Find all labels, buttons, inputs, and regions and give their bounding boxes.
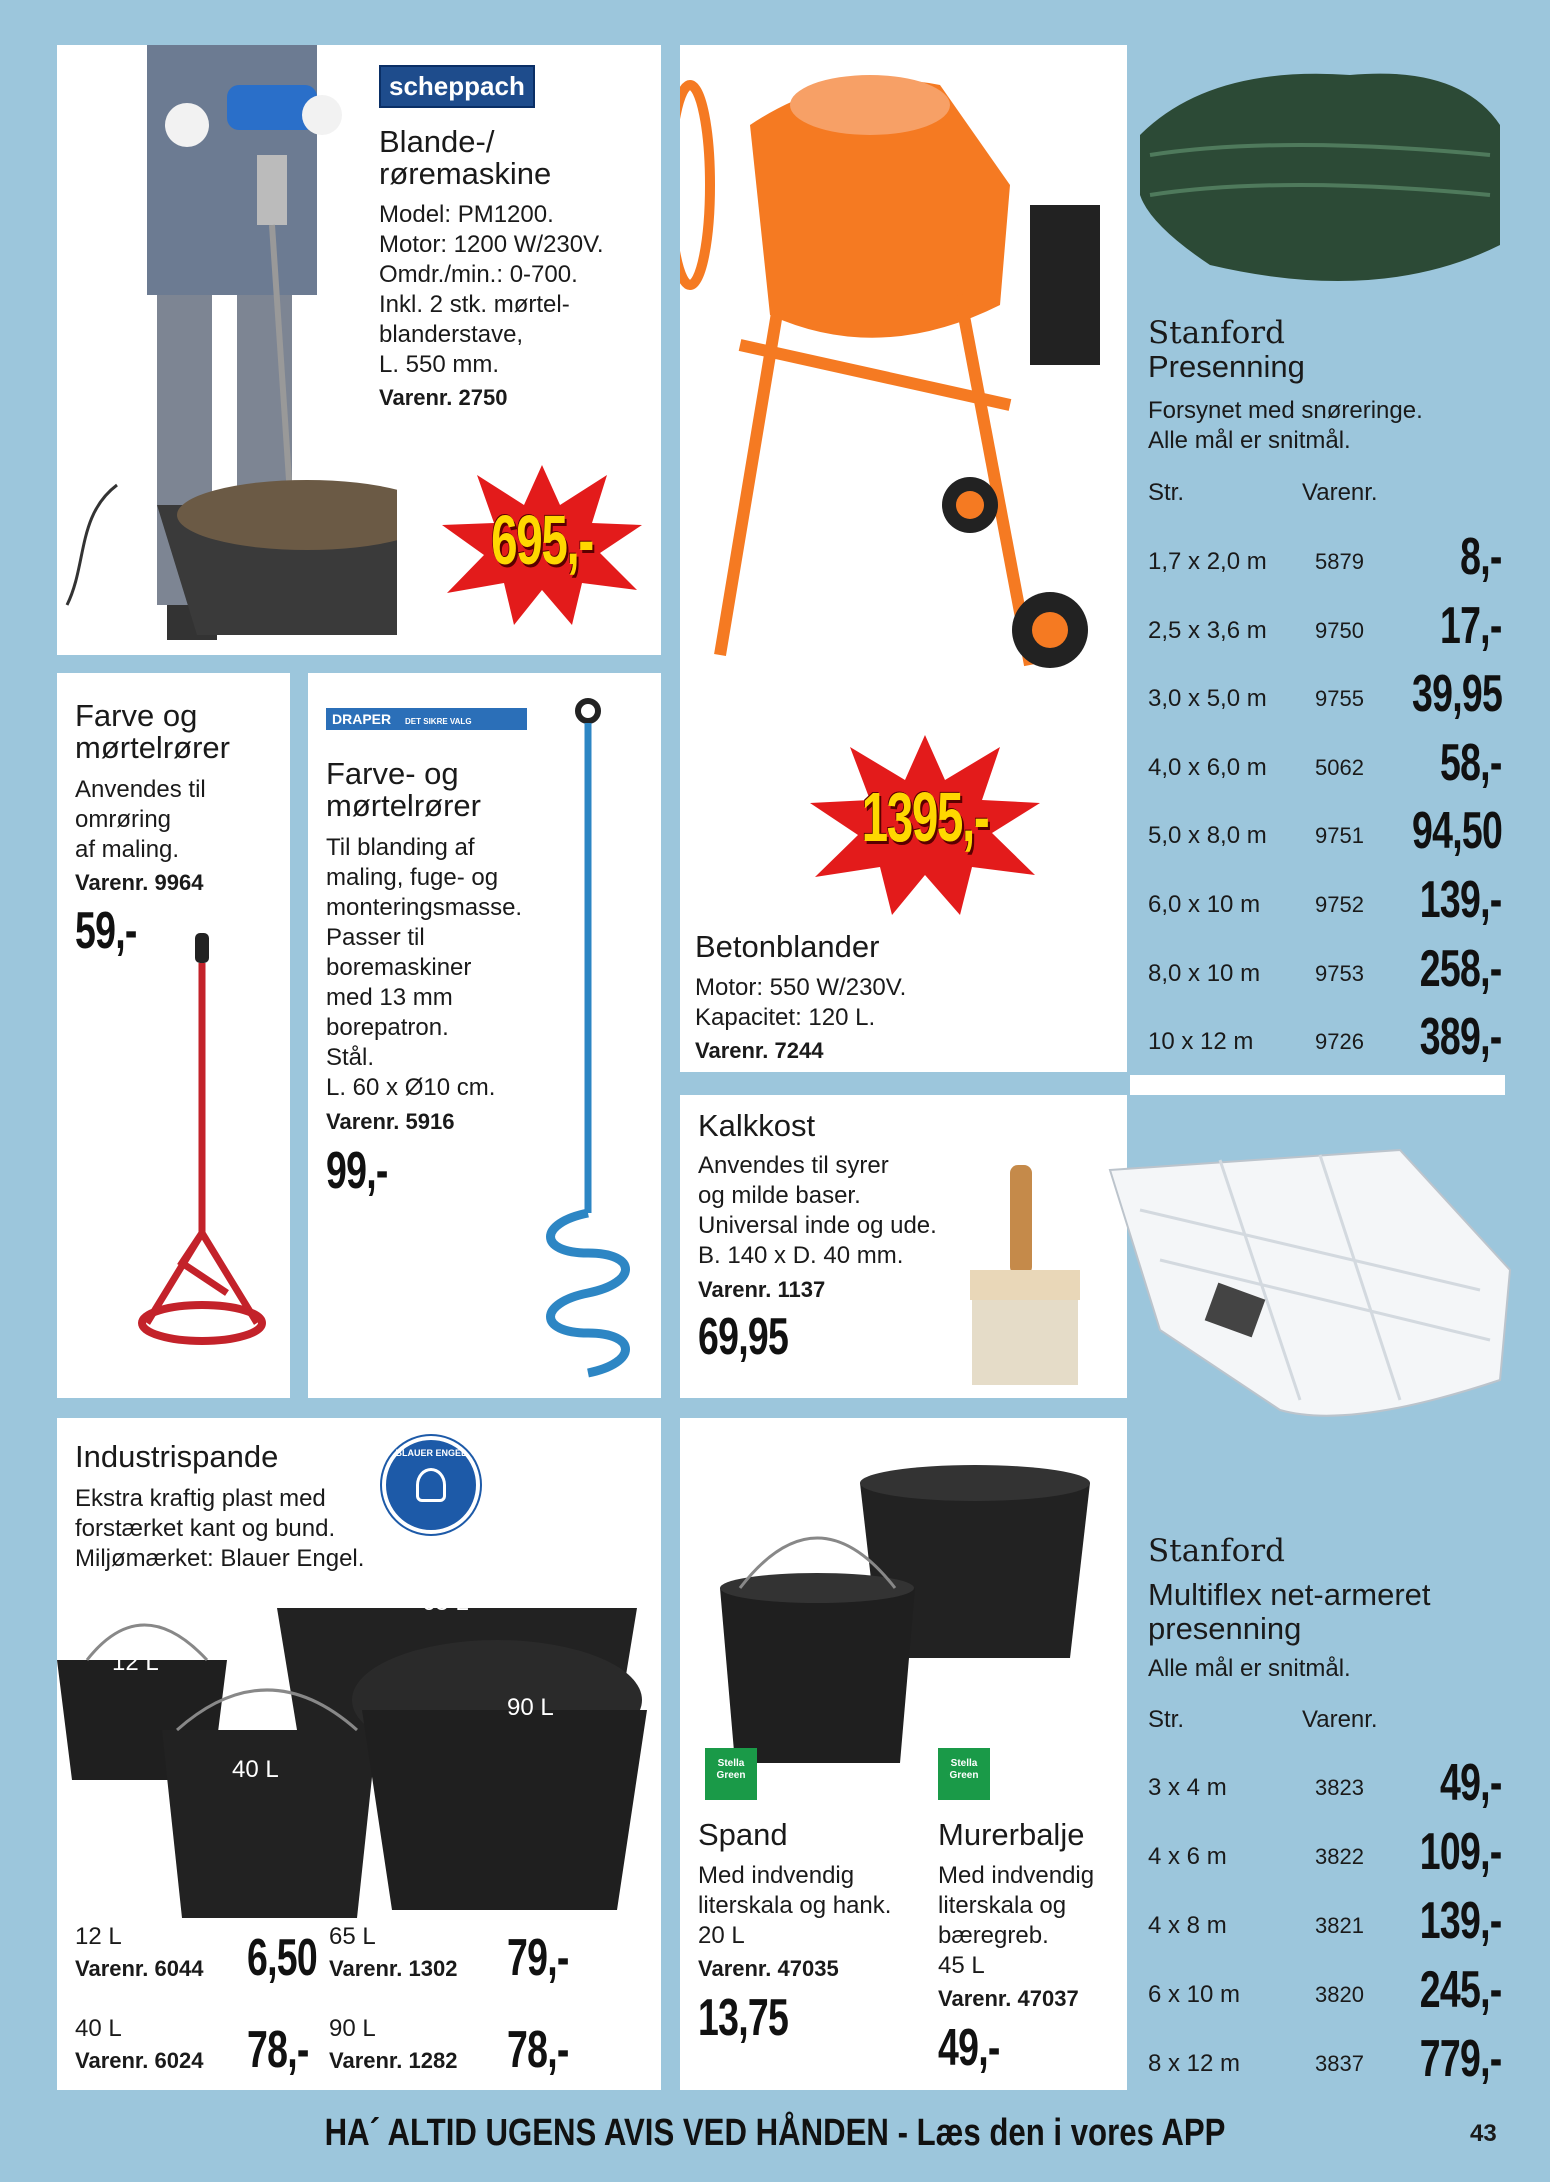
buckets-desc: forstærket kant og bund. xyxy=(75,1515,336,1542)
tarp-desc: Alle mål er snitmål. xyxy=(1148,427,1351,454)
stirrer1-title-line2: mørtelrører xyxy=(75,730,230,765)
bucket-item-price: 6,50 xyxy=(247,1929,317,1987)
buckets-illustration xyxy=(57,1590,661,1940)
buckets-desc: Ekstra kraftig plast med xyxy=(75,1485,326,1512)
multiflex-title-line1: Multiflex net-armeret xyxy=(1148,1577,1431,1612)
mixer-title-line2: røremaskine xyxy=(379,156,552,191)
stirrer2-desc: L. 60 x Ø10 cm. xyxy=(326,1074,496,1101)
stirrer2-desc: Stål. xyxy=(326,1044,375,1071)
tarp-desc: Forsynet med snøreringe. xyxy=(1148,397,1423,424)
multiflex-row-price: 779,- xyxy=(1420,2030,1502,2088)
spand-title: Spand xyxy=(698,1817,788,1852)
bucket-label-90: 90 L xyxy=(507,1694,554,1721)
mixer-illustration xyxy=(57,45,397,655)
concrete-price: 1395,- xyxy=(861,778,989,856)
spand-desc: Med indvendig xyxy=(698,1862,855,1889)
spand-varenr: Varenr. 47035 xyxy=(698,1956,839,1981)
multiflex-row-size: 8 x 12 m xyxy=(1148,2050,1241,2077)
tarp-title: Presenning xyxy=(1148,349,1305,384)
tarp-row-size: 8,0 x 10 m xyxy=(1148,959,1261,987)
brush-price: 69,95 xyxy=(698,1308,789,1366)
stirrer2-desc: Passer til xyxy=(326,924,425,951)
mixer-varenr: Varenr. 2750 xyxy=(379,385,508,410)
mixer-spec: Inkl. 2 stk. mørtel- xyxy=(379,291,570,318)
stirrer1-title-line1: Farve og xyxy=(75,698,198,733)
spand-balje-panel xyxy=(680,1418,1127,2090)
spand-balje-illustration xyxy=(680,1438,1127,1768)
tarp-row-price: 389,- xyxy=(1420,1008,1502,1067)
tarp-col-size: Str. xyxy=(1148,479,1185,506)
stirrer1-panel xyxy=(57,673,290,1398)
stirrer2-price: 99,- xyxy=(326,1142,388,1200)
multiflex-row-varenr: 3822 xyxy=(1315,1844,1364,1869)
scheppach-logo: scheppach xyxy=(379,65,535,108)
draper-logo xyxy=(326,708,527,730)
concrete-mixer-illustration xyxy=(680,45,1127,685)
draper-tag: DET SIKRE VALG xyxy=(405,717,472,726)
concrete-varenr: Varenr. 7244 xyxy=(695,1038,824,1063)
tarp-row-price: 94,50 xyxy=(1411,802,1502,861)
bucket-item-varenr: Varenr. 1302 xyxy=(329,1956,458,1981)
concrete-spec: Kapacitet: 120 L. xyxy=(695,1004,876,1031)
tarp-row-varenr: 9755 xyxy=(1315,686,1364,712)
stirrer2-panel xyxy=(308,673,661,1398)
tarp-row-varenr: 9726 xyxy=(1315,1029,1364,1055)
bucket-item-size: 90 L xyxy=(329,2015,376,2042)
angel-icon xyxy=(416,1468,446,1502)
bucket-item-varenr: Varenr. 1282 xyxy=(329,2048,458,2073)
multiflex-brand: Stanford xyxy=(1148,1533,1285,1569)
stirrer1-desc: af maling. xyxy=(75,836,180,863)
spand-desc: literskala og hank. xyxy=(698,1892,892,1919)
spand-price: 13,75 xyxy=(698,1989,789,2047)
red-stirrer-illustration xyxy=(127,933,277,1363)
stirrer2-desc: Til blanding af xyxy=(326,834,475,861)
stirrer2-desc: med 13 mm xyxy=(326,984,453,1011)
stirrer2-desc: boremaskiner xyxy=(326,954,472,981)
balje-stella-badge: Stella Green xyxy=(938,1748,990,1800)
multiflex-row-price: 139,- xyxy=(1420,1892,1502,1950)
brush-desc: Anvendes til syrer xyxy=(698,1152,889,1179)
tarp-row-size: 5,0 x 8,0 m xyxy=(1148,822,1267,850)
bucket-item-price: 78,- xyxy=(247,2021,309,2079)
spand-stella-badge: Stella Green xyxy=(705,1748,757,1800)
tarp-row-varenr: 5062 xyxy=(1315,754,1364,780)
mixer-spec: Model: PM1200. xyxy=(379,201,554,228)
blauer-engel-label: BLAUER ENGEL xyxy=(395,1448,467,1458)
tarp-row-varenr: 9752 xyxy=(1315,892,1364,917)
multiflex-row-size: 4 x 6 m xyxy=(1148,1843,1227,1870)
bucket-label-12: 12 L xyxy=(112,1649,159,1676)
bucket-item-price: 79,- xyxy=(507,1929,569,1987)
stirrer1-varenr: Varenr. 9964 xyxy=(75,870,204,895)
balje-desc: bæregreb. xyxy=(938,1922,1049,1949)
tarp-row-size: 2,5 x 3,6 m xyxy=(1148,616,1267,644)
multiflex-desc: Alle mål er snitmål. xyxy=(1148,1655,1351,1682)
stirrer2-desc: monteringsmasse. xyxy=(326,894,523,921)
bucket-label-65: 65 L xyxy=(422,1589,469,1616)
tarp-row-size: 6,0 x 10 m xyxy=(1148,891,1261,918)
mixer-spec: blanderstave, xyxy=(379,321,524,348)
tarp-row-price: 17,- xyxy=(1440,596,1502,655)
multiflex-row-size: 3 x 4 m xyxy=(1148,1774,1227,1801)
bucket-item-size: 40 L xyxy=(75,2015,122,2042)
stirrer2-desc: maling, fuge- og xyxy=(326,864,499,891)
page-number: 43 xyxy=(1470,2120,1497,2147)
concrete-mixer-panel xyxy=(680,45,1127,1072)
brush-title: Kalkkost xyxy=(698,1108,816,1143)
balje-varenr: Varenr. 47037 xyxy=(938,1986,1079,2011)
buckets-title: Industrispande xyxy=(75,1439,279,1474)
bucket-label-40: 40 L xyxy=(232,1756,279,1783)
mixer-price: 695,- xyxy=(491,501,593,579)
buckets-panel xyxy=(57,1418,661,2090)
multiflex-row-price: 109,- xyxy=(1420,1823,1502,1881)
stirrer2-desc: borepatron. xyxy=(326,1014,449,1041)
tarp-row-price: 258,- xyxy=(1420,939,1502,998)
mixer-spec: Motor: 1200 W/230V. xyxy=(379,231,604,258)
blue-stirrer-illustration xyxy=(528,693,648,1393)
balje-desc: Med indvendig xyxy=(938,1862,1095,1889)
tarp-row-varenr: 9753 xyxy=(1315,960,1364,986)
tarp-row-size: 10 x 12 m xyxy=(1148,1028,1254,1056)
tarp-bottom-strip xyxy=(1130,1075,1505,1095)
balje-title: Murerbalje xyxy=(938,1817,1085,1852)
brush-varenr: Varenr. 1137 xyxy=(698,1277,826,1302)
stirrer1-desc: omrøring xyxy=(75,806,172,833)
footer-banner: HA´ ALTID UGENS AVIS VED HÅNDEN - Læs den i vores APP xyxy=(324,2112,1226,2154)
tarp-row-price: 139,- xyxy=(1420,871,1502,929)
multiflex-row-size: 6 x 10 m xyxy=(1148,1981,1241,2008)
tarp-row-varenr: 9751 xyxy=(1315,823,1364,849)
stirrer2-varenr: Varenr. 5916 xyxy=(326,1109,455,1134)
tarp-row-size: 1,7 x 2,0 m xyxy=(1148,548,1267,575)
multiflex-row-varenr: 3820 xyxy=(1315,1982,1364,2007)
multiflex-row-price: 49,- xyxy=(1440,1754,1502,1812)
bucket-item-varenr: Varenr. 6044 xyxy=(75,1956,204,1981)
tarp-row-varenr: 5879 xyxy=(1315,549,1364,574)
spand-desc: 20 L xyxy=(698,1922,745,1949)
bucket-item-varenr: Varenr. 6024 xyxy=(75,2048,204,2073)
multiflex-tarp-illustration xyxy=(1100,1130,1520,1430)
concrete-spec: Motor: 550 W/230V. xyxy=(695,974,907,1001)
brush-desc: og milde baser. xyxy=(698,1182,861,1209)
stirrer1-price: 59,- xyxy=(75,902,137,960)
draper-brand: DRAPER xyxy=(332,711,392,727)
brush-desc: B. 140 x D. 40 mm. xyxy=(698,1242,904,1269)
concrete-title: Betonblander xyxy=(695,929,880,964)
tarp-brand: Stanford xyxy=(1148,315,1285,351)
stirrer2-title-line2: mørtelrører xyxy=(326,788,481,823)
brush-desc: Universal inde og ude. xyxy=(698,1212,937,1239)
blauer-engel-icon xyxy=(382,1436,480,1534)
stirrer1-desc: Anvendes til xyxy=(75,776,206,803)
tarp-row-varenr: 9750 xyxy=(1315,617,1364,643)
multiflex-row-varenr: 3837 xyxy=(1315,2051,1364,2076)
multiflex-col-size: Str. xyxy=(1148,1706,1185,1733)
multiflex-row-varenr: 3821 xyxy=(1315,1913,1364,1938)
bucket-item-size: 12 L xyxy=(75,1923,122,1950)
mixer-title-line1: Blande-/ xyxy=(379,124,495,159)
balje-desc: literskala og xyxy=(938,1892,1067,1919)
mixer-spec: L. 550 mm. xyxy=(379,351,500,378)
tarp-col-varenr: Varenr. xyxy=(1302,479,1378,506)
multiflex-title-line2: presenning xyxy=(1148,1611,1302,1646)
tarp-row-size: 4,0 x 6,0 m xyxy=(1148,753,1267,781)
multiflex-row-size: 4 x 8 m xyxy=(1148,1912,1227,1939)
tarp-row-price: 58,- xyxy=(1440,733,1502,792)
mixer-panel xyxy=(57,45,661,655)
tarp-row-price: 39,95 xyxy=(1411,665,1502,724)
multiflex-col-varenr: Varenr. xyxy=(1302,1706,1378,1733)
buckets-desc: Miljømærket: Blauer Engel. xyxy=(75,1545,365,1572)
tarp-row-size: 3,0 x 5,0 m xyxy=(1148,685,1267,713)
balje-desc: 45 L xyxy=(938,1952,985,1979)
multiflex-row-price: 245,- xyxy=(1420,1961,1502,2019)
tarp-row-price: 8,- xyxy=(1460,528,1502,586)
tarp-illustration xyxy=(1130,45,1505,295)
bucket-item-price: 78,- xyxy=(507,2021,569,2079)
multiflex-row-varenr: 3823 xyxy=(1315,1775,1364,1800)
brush-panel xyxy=(680,1095,1127,1398)
bucket-item-size: 65 L xyxy=(329,1923,376,1950)
balje-price: 49,- xyxy=(938,2019,1000,2077)
mixer-spec: Omdr./min.: 0-700. xyxy=(379,261,578,288)
brush-illustration xyxy=(960,1165,1090,1395)
stirrer2-title-line1: Farve- og xyxy=(326,756,459,791)
